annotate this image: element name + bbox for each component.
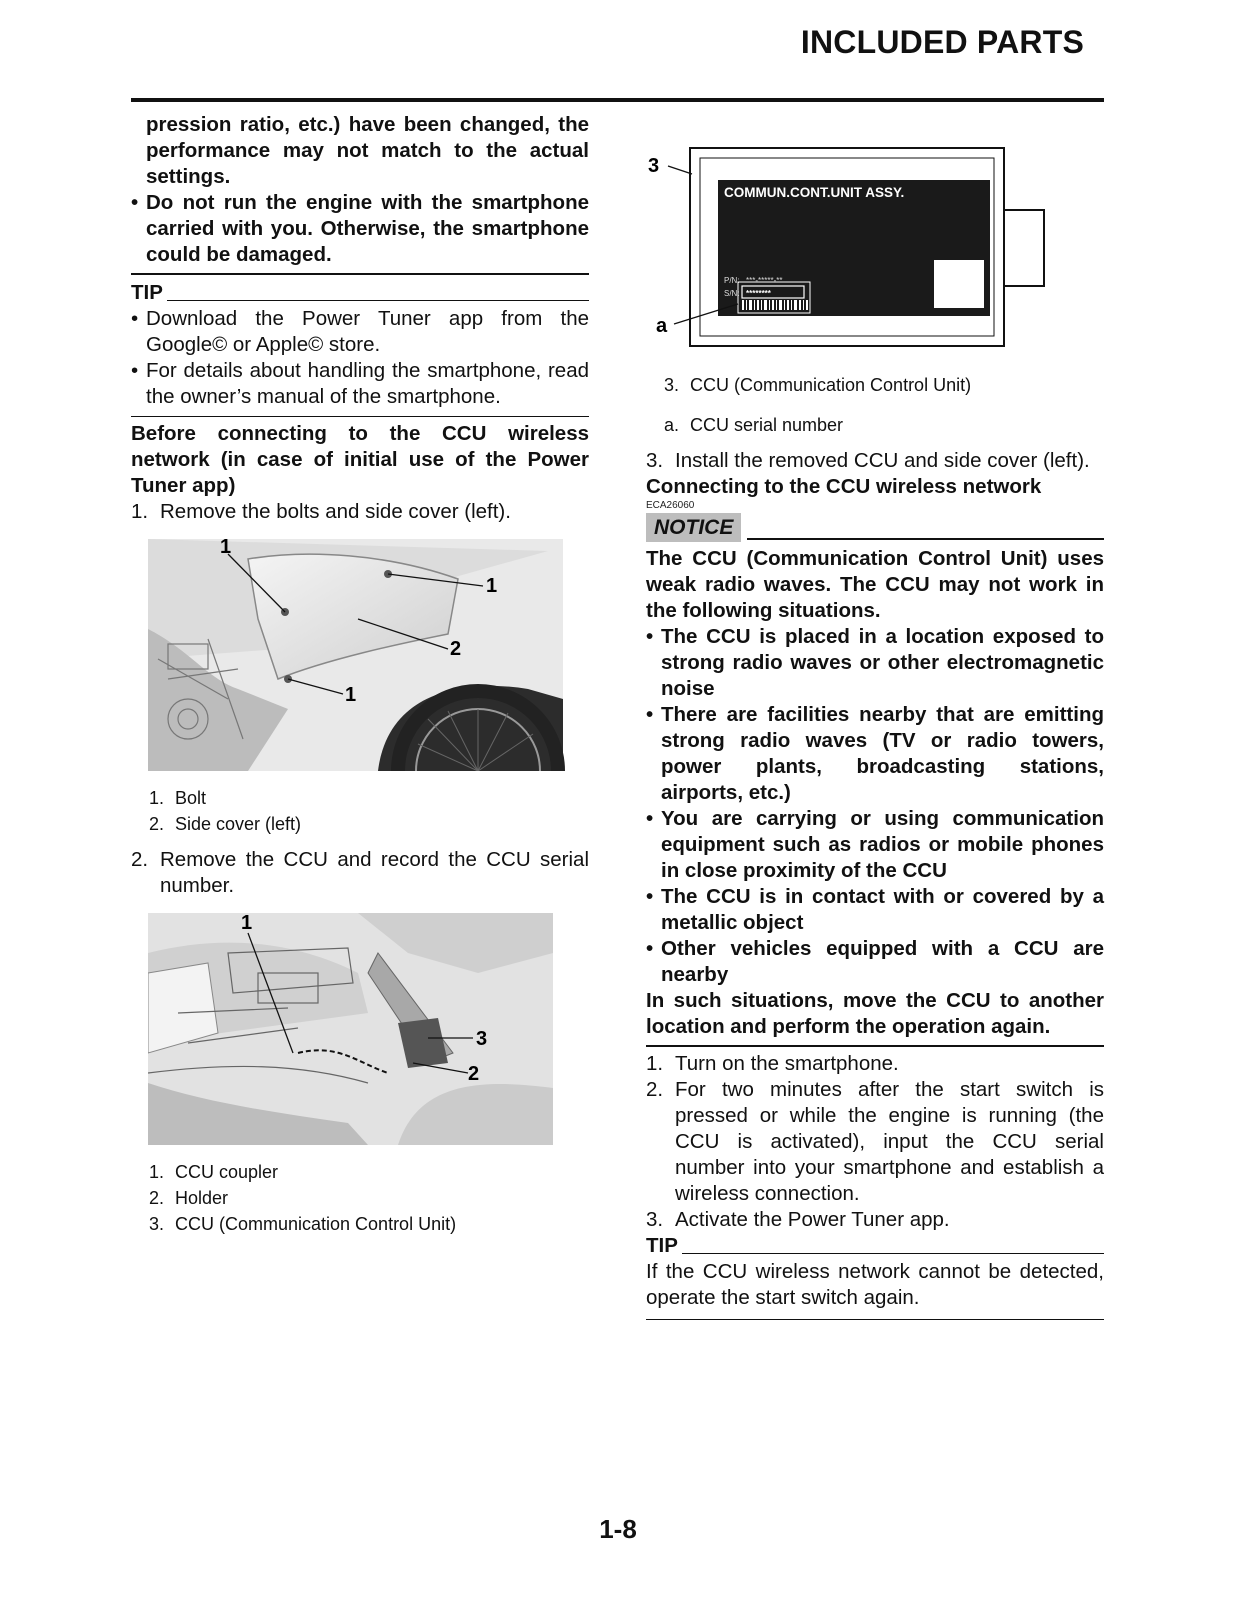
notice-bullet: • You are carrying or using communication equipment such as radios or mobile phones in close proximity of the CCU — [646, 806, 1104, 884]
tip-end-rule — [646, 1319, 1104, 1320]
step-text: Activate the Power Tuner app. — [675, 1208, 950, 1231]
step-number: 3. — [646, 1208, 664, 1231]
callout-3: 3 — [648, 155, 660, 177]
callout-ccu: 3 — [476, 1028, 488, 1050]
pn-label: P/N: — [724, 276, 740, 285]
notice-bullet: • The CCU is placed in a location exposed to strong radio waves or other electromagnetic noise — [646, 624, 1104, 702]
header-rule — [131, 98, 1104, 102]
caption-item — [646, 412, 1104, 438]
step-text: Install the removed CCU and side cover (left). — [675, 449, 1090, 472]
notice-intro: The CCU (Communication Control Unit) uses weak radio waves. The CCU may not work in the following situations. — [646, 547, 1104, 622]
sn-value: ******** — [746, 289, 771, 298]
tip-end-rule — [131, 416, 589, 417]
caption-number: 2. — [149, 814, 165, 834]
connect-step — [646, 1207, 1104, 1233]
notice-heading — [646, 512, 1104, 542]
step-number: 1. — [131, 500, 149, 523]
left-column — [131, 110, 589, 1237]
notice-bullet: • There are facilities nearby that are emitting strong radio waves (TV or radio towers, power plants, broadcasting stations, airports, etc.) — [646, 702, 1104, 806]
step-1 — [131, 499, 589, 525]
tip-label: TIP — [646, 1234, 678, 1257]
caption-number: 3. — [664, 375, 680, 395]
caption-item — [131, 811, 589, 837]
side-cover-illustration — [148, 539, 568, 771]
figure-ccu-removal — [148, 913, 589, 1145]
caption-text: Bolt — [175, 788, 207, 808]
step-text: Remove the CCU and record the CCU serial number. — [160, 848, 589, 897]
step-number: 2. — [131, 848, 149, 871]
notice-outro: In such situations, move the CCU to another location and perform the operation again. — [646, 989, 1104, 1038]
sn-label: S/N: — [724, 289, 740, 298]
ccu-removal-illustration — [148, 913, 568, 1145]
notice-badge: NOTICE — [646, 513, 741, 542]
notice-bullet: • Other vehicles equipped with a CCU are nearby — [646, 936, 1104, 988]
tip-heading — [646, 1233, 1104, 1259]
step-3-install — [646, 448, 1104, 474]
figure-side-cover — [148, 539, 589, 771]
notice-end-rule — [646, 1045, 1104, 1047]
caption-number: 2. — [149, 1188, 165, 1208]
callout-bolt-top: 1 — [220, 539, 232, 558]
caption-text: Side cover (left) — [175, 814, 302, 834]
caption-text: CCU (Communication Control Unit) — [175, 1214, 457, 1234]
tip-heading — [131, 280, 589, 306]
step-text: For two minutes after the start switch is pressed or while the engine is running (the CCU is activated), input the CCU serial number into your smartphone and establish a wireless connection. — [675, 1078, 1104, 1205]
caption-item — [131, 1211, 589, 1237]
page-number: 1-8 — [599, 1514, 637, 1544]
caption-text: CCU (Communication Control Unit) — [690, 375, 972, 395]
callout-ccu-coupler: 1 — [241, 913, 253, 934]
callout-a: a — [656, 315, 668, 337]
caption-text: CCU serial number — [690, 415, 844, 435]
reference-code: ECA26060 — [646, 500, 695, 511]
tip-bullet: • For details about handling the smartphone, read the owner’s manual of the smartphone. — [131, 358, 589, 410]
figure-2-captions — [131, 1159, 589, 1237]
figure-1-captions — [131, 785, 589, 837]
step-text: Remove the bolts and side cover (left). — [160, 500, 511, 523]
callout-bolt-right: 1 — [486, 575, 498, 597]
label-title: COMMUN.CONT.UNIT ASSY. — [724, 185, 905, 200]
caption-item — [646, 372, 1104, 398]
page-title: INCLUDED PARTS — [800, 24, 1084, 60]
figure-ccu-label — [646, 144, 1104, 356]
pn-value: ***-*****-** — [746, 276, 783, 285]
label-figure-captions — [646, 372, 1104, 438]
caption-number: 1. — [149, 1162, 165, 1182]
step-number: 3. — [646, 449, 664, 472]
connect-step — [646, 1051, 1104, 1077]
caption-text: Holder — [175, 1188, 229, 1208]
caption-item — [131, 785, 589, 811]
caption-item — [131, 1159, 589, 1185]
caption-item — [131, 1185, 589, 1211]
tip-text: If the CCU wireless network cannot be detected, operate the start switch again. — [646, 1260, 1104, 1309]
tip-label: TIP — [131, 281, 163, 304]
tip-bullet: • Download the Power Tuner app from the Google© or Apple© store. — [131, 306, 589, 358]
step-2 — [131, 847, 589, 899]
caption-number: 1. — [149, 788, 165, 808]
step-number: 1. — [646, 1052, 664, 1075]
ccu-label-illustration — [646, 144, 1066, 356]
section-heading: Before connecting to the CCU wireless network (in case of initial use of the Power Tuner app) — [131, 422, 589, 497]
warning-continuation: pression ratio, etc.) have been changed, the performance may not match to the actual settings. — [146, 113, 589, 188]
callout-holder: 2 — [468, 1063, 480, 1085]
right-column — [646, 110, 1104, 1320]
connect-heading: Connecting to the CCU wireless network — [646, 475, 1042, 498]
notice-bullet: • The CCU is in contact with or covered by a metallic object — [646, 884, 1104, 936]
warning-bullet: • Do not run the engine with the smartphone carried with you. Otherwise, the smartphone could be damaged. — [131, 190, 589, 268]
warning-end-rule — [131, 273, 589, 275]
callout-bolt-bottom: 1 — [345, 684, 357, 706]
caption-number: a. — [664, 415, 680, 435]
caption-text: CCU coupler — [175, 1162, 279, 1182]
callout-side-cover: 2 — [450, 638, 462, 660]
caption-number: 3. — [149, 1214, 165, 1234]
connect-step — [646, 1077, 1104, 1207]
step-text: Turn on the smartphone. — [675, 1052, 899, 1075]
step-number: 2. — [646, 1078, 664, 1101]
